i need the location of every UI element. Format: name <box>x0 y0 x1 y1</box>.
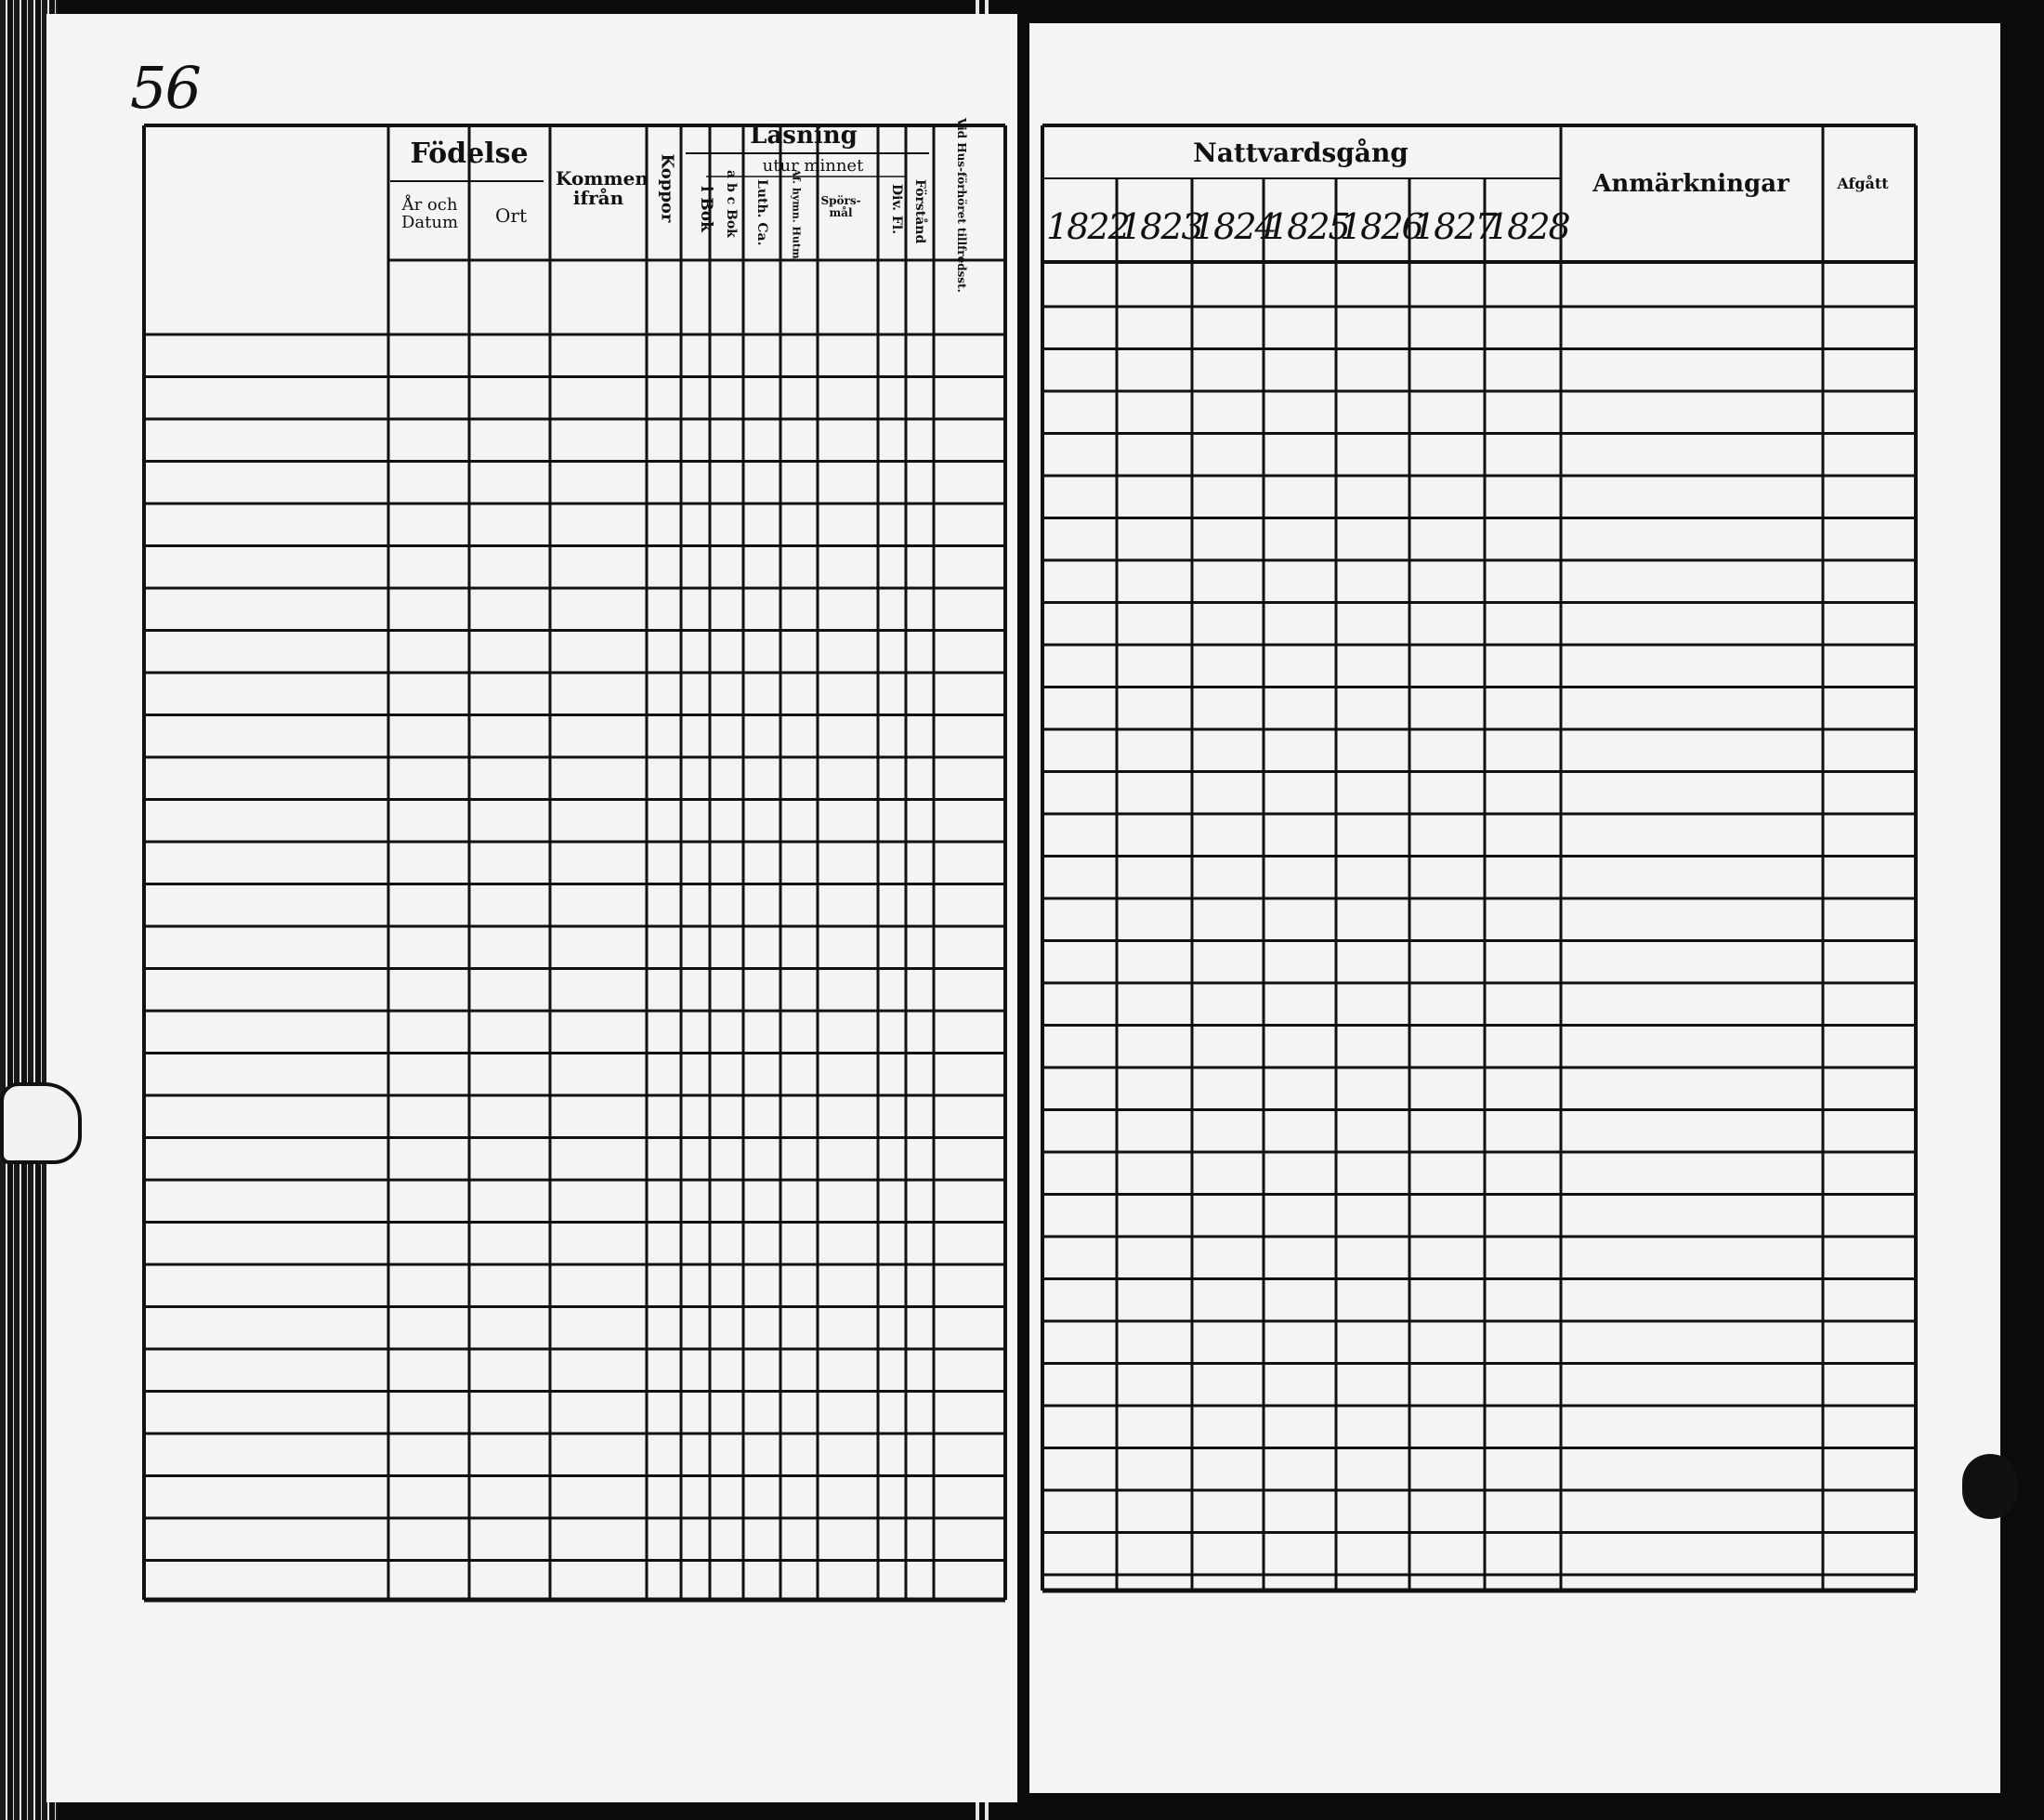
year-1824: 1824 <box>1193 206 1276 247</box>
year-1823: 1823 <box>1120 206 1202 247</box>
year-1828: 1828 <box>1487 206 1569 247</box>
header-understanding: Förstånd <box>912 179 927 244</box>
year-1826: 1826 <box>1340 206 1422 247</box>
header-communion: Nattvardsgång <box>1193 137 1409 168</box>
header-came-from: Kommen ifrån <box>556 167 649 209</box>
header-luthers-catechism: Luth. Ca. <box>754 179 769 246</box>
header-birth-place: Ort <box>495 204 527 227</box>
header-hymns: Af. hymn. Hutm. <box>790 168 803 263</box>
header-in-book: i Bok <box>697 186 715 232</box>
year-1822: 1822 <box>1046 206 1129 247</box>
header-abc-book: a b c Bok <box>724 170 739 238</box>
header-last-column: Vid Hus-förhöret tillfredsst. <box>955 118 968 293</box>
page-number: 56 <box>130 54 200 122</box>
year-1825: 1825 <box>1266 206 1349 247</box>
header-smallpox: Koppor <box>657 153 677 223</box>
year-1827: 1827 <box>1413 206 1496 247</box>
header-birth: Födelse <box>410 137 529 170</box>
header-birth-date: År och Datum <box>400 195 459 232</box>
header-reading-sub: utur minnet <box>762 156 864 176</box>
header-departed: Afgått <box>1837 175 1889 192</box>
header-reading: Läsning <box>750 122 858 150</box>
header-questions: Spörs-mål <box>820 194 861 219</box>
header-div-fl: Div. Fl. <box>889 184 904 235</box>
header-remarks: Anmärkningar <box>1592 170 1789 198</box>
